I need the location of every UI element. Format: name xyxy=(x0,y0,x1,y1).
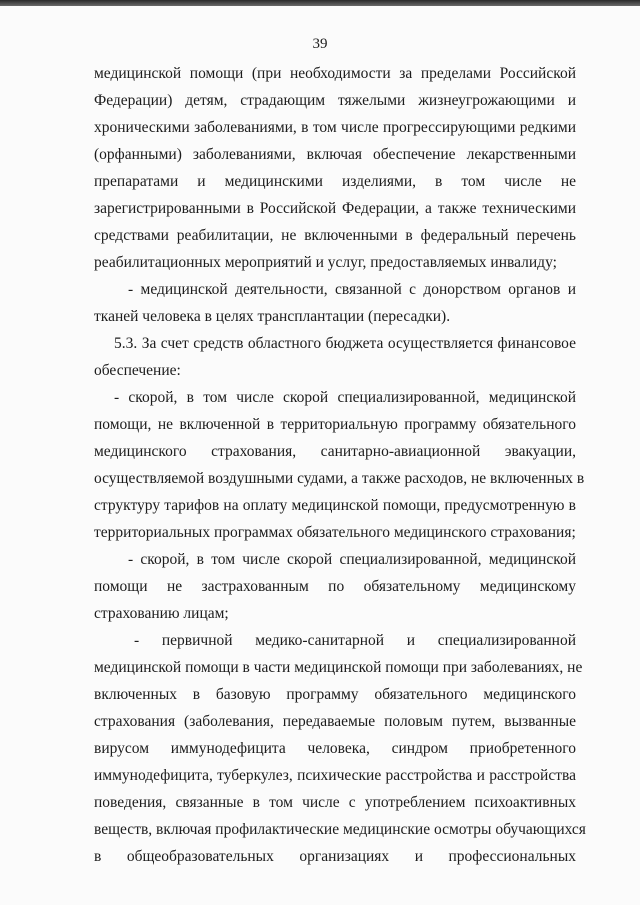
text-line: помощи, не включенной в территориальную программу обязательного xyxy=(94,416,576,433)
scan-edge xyxy=(0,0,640,6)
text-line: препаратами и медицинскими изделиями, в том числе не xyxy=(94,173,576,190)
text-line: - скорой, в том числе скорой специализированной, медицинской xyxy=(114,389,576,406)
text-line: в общеобразовательных организациях и профессиональных xyxy=(94,848,576,865)
text-line: зарегистрированными в Российской Федерации, а также техническими xyxy=(94,200,576,217)
text-line: реабилитационных мероприятий и услуг, предоставляемых инвалиду; xyxy=(94,254,557,271)
text-line: 5.3. За счет средств областного бюджета осуществляется финансовое xyxy=(114,335,576,352)
text-line: иммунодефицита, туберкулез, психические расстройства и расстройства xyxy=(94,767,576,784)
text-line: территориальных программах обязательного медицинского страхования; xyxy=(94,524,576,541)
text-line: медицинской помощи (при необходимости за пределами Российской xyxy=(94,65,576,82)
text-line: помощи не застрахованным по обязательному медицинскому xyxy=(94,578,576,595)
text-line: вирусом иммунодефицита человека, синдром приобретенного xyxy=(94,740,576,757)
body-text xyxy=(94,60,586,870)
text-line: включенных в базовую программу обязательного медицинского xyxy=(94,686,576,703)
text-line: Федерации) детям, страдающим тяжелыми жизнеугрожающими и xyxy=(94,92,576,109)
page-number: 39 xyxy=(312,36,328,52)
text-line: поведения, связанные в том числе с употреблением психоактивных xyxy=(94,794,576,811)
text-line: медицинского страхования, санитарно-авиационной эвакуации, xyxy=(94,443,576,460)
text-line: хроническими заболеваниями, в том числе прогрессирующими редкими xyxy=(94,119,576,136)
text-line: осуществляемой воздушными судами, а также расходов, не включенных в xyxy=(94,470,585,487)
text-line: (орфанными) заболеваниями, включая обеспечение лекарственными xyxy=(94,146,576,163)
text-line: веществ, включая профилактические медицинские осмотры обучающихся xyxy=(94,821,586,838)
text-line: структуру тарифов на оплату медицинской помощи, предусмотренную в xyxy=(94,497,576,514)
text-line: страхованию лицам; xyxy=(94,605,229,622)
text-line: - скорой, в том числе скорой специализированной, медицинской xyxy=(128,551,576,568)
text-line: обеспечение: xyxy=(94,362,181,379)
text-line: тканей человека в целях трансплантации (пересадки). xyxy=(94,308,451,325)
text-line: - медицинской деятельности, связанной с донорством органов и xyxy=(128,281,576,298)
text-line: - первичной медико-санитарной и специализированной xyxy=(134,632,576,649)
text-line: страхования (заболевания, передаваемые половым путем, вызванные xyxy=(94,713,576,730)
text-line: средствами реабилитации, не включенными в федеральный перечень xyxy=(94,227,576,244)
text-line: медицинской помощи в части медицинской помощи при заболеваниях, не xyxy=(94,659,583,676)
